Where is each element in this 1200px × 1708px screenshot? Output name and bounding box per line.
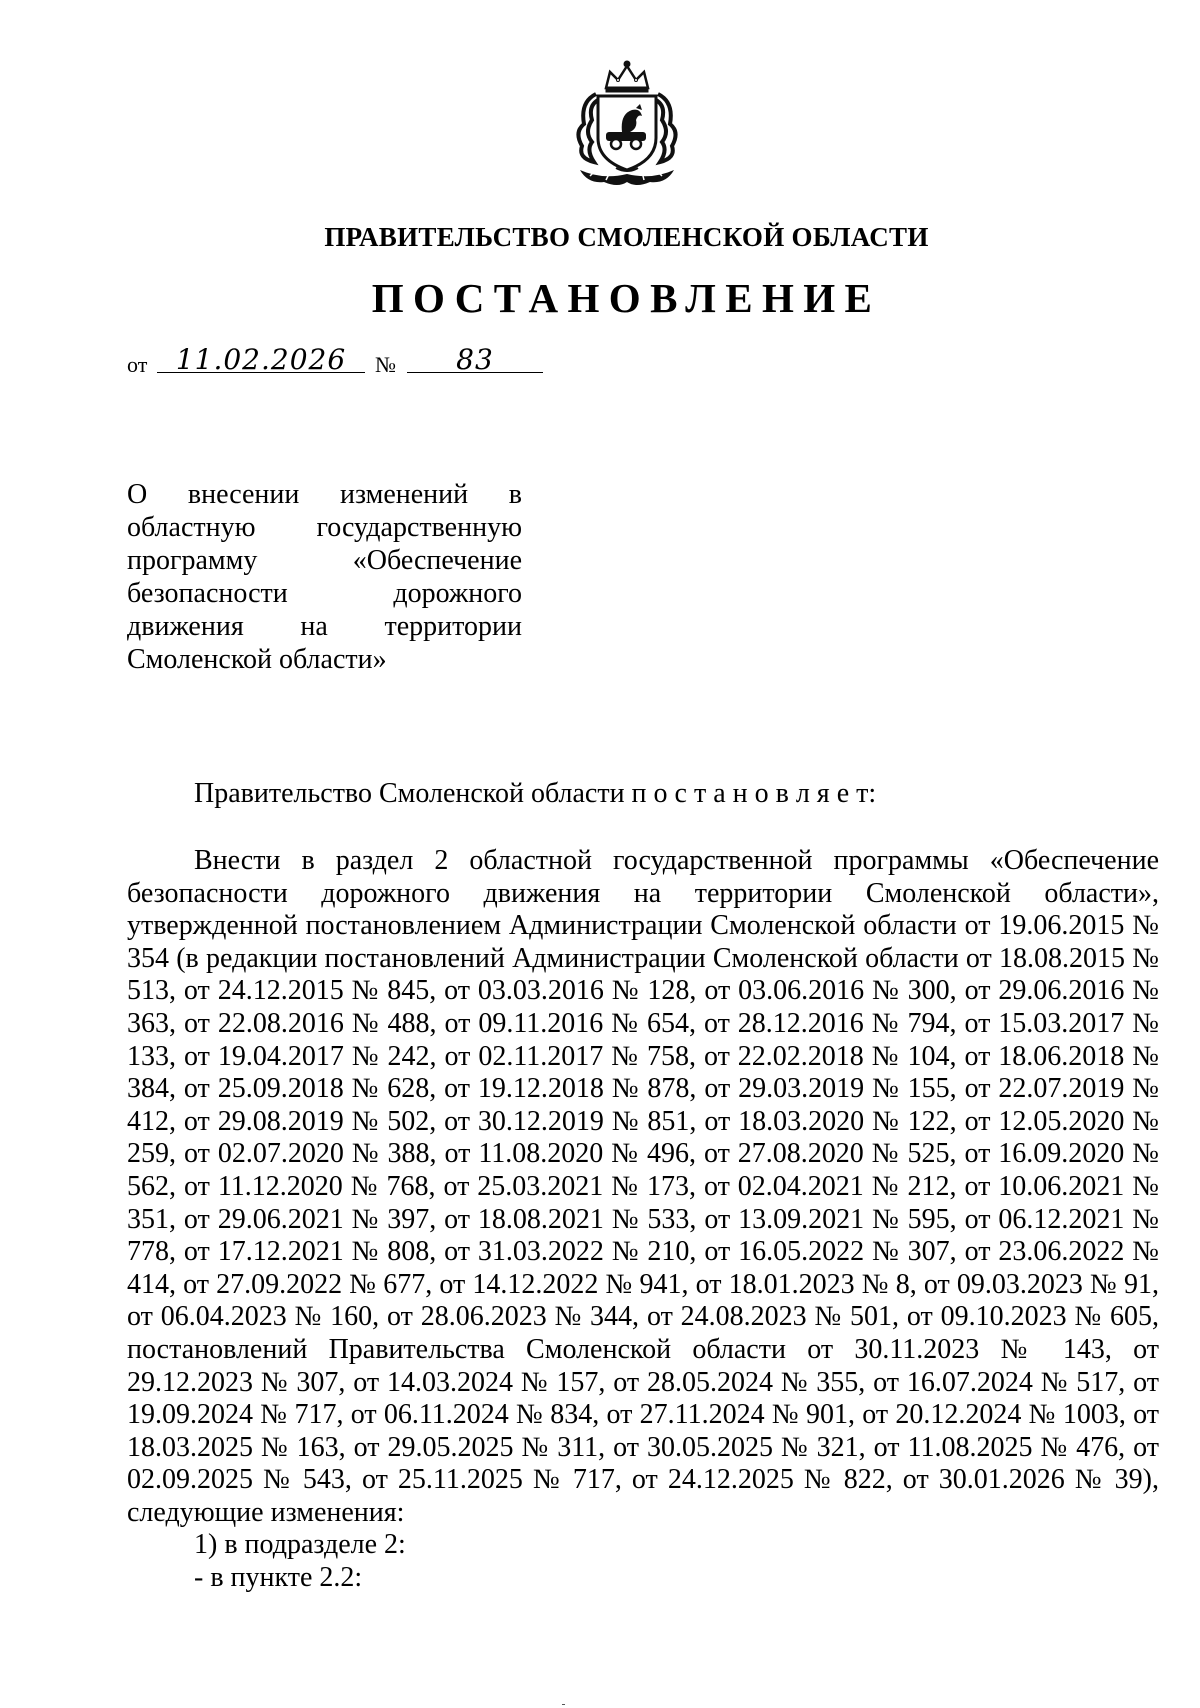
subject-line [127,643,522,676]
subject-line [127,610,522,643]
subject-word: Смоленской области» [127,644,387,675]
subject-line [127,478,522,511]
subject-word: изменений [339,479,469,510]
subject-word: программу [127,545,258,576]
subject-word: областную [127,512,256,543]
date-label: от [127,352,148,377]
subject-word: на [300,611,328,642]
document-type-title: ПОСТАНОВЛЕНИЕ [371,275,882,321]
number-label: № [375,352,396,377]
subject-word: в [508,479,522,510]
subject-line [127,577,522,610]
organization-title: ПРАВИТЕЛЬСТВО СМОЛЕНСКОЙ ОБЛАСТИ [324,222,929,252]
subject-word: движения [127,611,244,642]
subject-word: О [127,479,148,510]
main-paragraph: Внести в раздел 2 областной государственной программы «Обеспечение безопасности дорожного движения на территории Смоленской области», утвержденной постановлением Администрации Смоленской области от 19.06.2015 № 354 (в редакции постановлений Администрации Смоленской области от 18.08.2015 № 513, от 24.12.2015 № 845, от 03.03.2016 № 128, от 03.06.2016 № 300, от 29.06.2016 № 363, от 22.08.2016 № 488, от 09.11.2016 № 654, от 28.12.2016 № 794, от 15.03.2017 № 133, от 19.04.2017 № 242, от 02.11.2017 № 758, от 22.02.2018 № 104, от 18.06.2018 № 384, от 25.09.2018 № 628, от 19.12.2018 № 878, от 29.03.2019 № 155, от 22.07.2019 № 412, от 29.08.2019 № 502, от 30.12.2019 № 851, от 18.03.2020 № 122, от 12.05.2020 № 259, от 02.07.2020 № 388, от 11.08.2020 № 496, от 27.08.2020 № 525, от 16.09.2020 № 562, от 11.12.2020 № 768, от 25.03.2021 № 173, от 02.04.2021 № 212, от 10.06.2021 № 351, от 29.06.2021 № 397, от 18.08.2021 № 533, от 13.09.2021 № 595, от 06.12.2021 № 778, от 17.12.2021 № 808, от 31.03.2022 № 210, от 16.05.2022 № 307, от 23.06.2022 № 414, от 27.09.2022 № 677, от 14.12.2022 № 941, от 18.01.2023 № 8, от 09.03.2023 № 91, от 06.04.2023 № 160, от 28.06.2023 № 344, от 24.08.2023 № 501, от 09.10.2023 № 605, постановлений Правительства Смоленской области от 30.11.2023 № 143, от 29.12.2023 № 307, от 14.03.2024 № 157, от 28.05.2024 № 355, от 16.07.2024 № 517, от 19.09.2024 № 717, от 06.11.2024 № 834, от 27.11.2024 № 901, от 20.12.2024 № 1003, от 18.03.2025 № 163, от 29.05.2025 № 311, от 30.05.2025 № 321, от 11.08.2025 № 476, от 02.09.2025 № 543, от 25.11.2025 № 717, от 24.12.2025 № 822, от 30.01.2026 № 39), следующие изменения: [127,845,1159,1528]
handwritten-number: 83 [407,348,543,373]
subject-word: дорожного [393,578,522,609]
resolution-statement: Правительство Смоленской области п о с т а н о в л я е т: [194,778,877,809]
subject-word: безопасности [127,578,288,609]
subject-word: государственную [316,512,522,543]
subject-line [127,511,522,544]
list-item-subsection: 1) в подразделе 2: [194,1529,406,1561]
document-subject [127,478,522,676]
subject-line [127,544,522,577]
list-item-clause: - в пункте 2.2: [194,1562,363,1594]
scan-mark [562,1704,565,1705]
subject-word: внесении [187,479,300,510]
document-body [127,845,1159,1595]
handwritten-date: 11.02.2026 [157,348,365,373]
date-number-line [127,340,547,376]
coat-of-arms-icon [566,58,688,190]
subject-word: территории [384,611,522,642]
subject-word: «Обеспечение [352,545,522,576]
